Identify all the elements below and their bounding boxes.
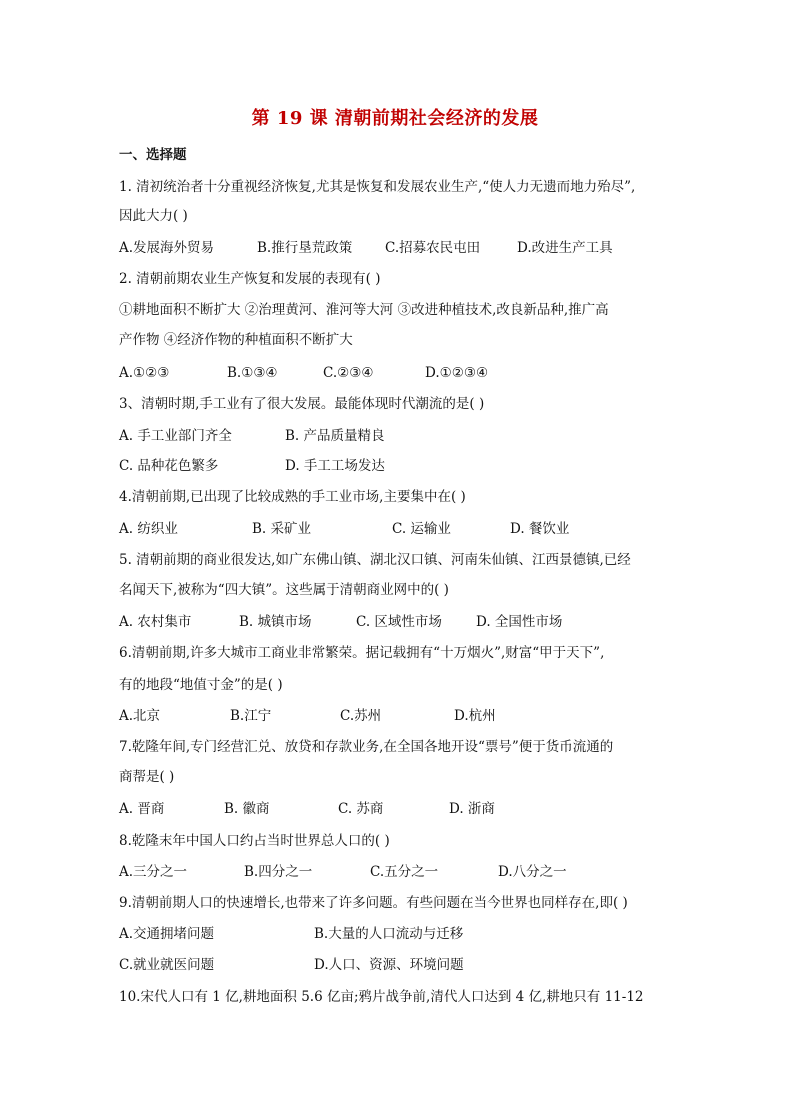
option-d: D.八分之一 (498, 864, 567, 880)
question-1-line-2: 因此大力( ) (119, 208, 188, 224)
option-b: B. 城镇市场 (239, 614, 312, 630)
question-9-line-1: 9.清朝前期人口的快速增长,也带来了许多问题。有些问题在当今世界也同样存在,即( ) (119, 895, 628, 911)
option-d: D. 手工工场发达 (285, 458, 385, 474)
option-b: B. 产品质量精良 (285, 428, 385, 444)
question-3-line-1: 3、清朝时期,手工业有了很大发展。最能体现时代潮流的是( ) (119, 396, 485, 412)
option-c: C.招募农民屯田 (385, 240, 481, 256)
option-c: C.就业就医问题 (119, 957, 215, 973)
option-d: D.改进生产工具 (517, 240, 613, 256)
option-c: C.②③④ (323, 365, 374, 381)
option-c: C. 运输业 (392, 521, 451, 537)
option-a: A. 晋商 (119, 801, 165, 817)
question-1-line-1: 1. 清初统治者十分重视经济恢复,尤其是恢复和发展农业生产,“使人力无遗而地力殆尽”, (119, 179, 636, 195)
question-2-line-3: 产作物 ④经济作物的种植面积不断扩大 (119, 332, 353, 348)
option-b: B.江宁 (230, 708, 272, 724)
question-2-line-2: ①耕地面积不断扩大 ②治理黄河、淮河等大河 ③改进种植技术,改良新品种,推广高 (119, 302, 609, 318)
option-c: C. 区域性市场 (356, 614, 442, 630)
option-b: B.①③④ (227, 365, 278, 381)
option-a: A. 农村集市 (119, 614, 192, 630)
option-a: A.三分之一 (119, 864, 188, 880)
option-d: D. 餐饮业 (510, 521, 570, 537)
option-d: D.①②③④ (425, 365, 489, 381)
option-b: B.推行垦荒政策 (257, 240, 353, 256)
option-c: C.五分之一 (370, 864, 439, 880)
option-c: C.苏州 (340, 708, 382, 724)
option-c: C. 苏商 (338, 801, 384, 817)
option-a: A.北京 (119, 708, 161, 724)
question-2-line-1: 2. 清朝前期农业生产恢复和发展的表现有( ) (119, 271, 381, 287)
option-b: B. 采矿业 (252, 521, 312, 537)
option-a: A.发展海外贸易 (119, 240, 215, 256)
option-b: B. 徽商 (224, 801, 270, 817)
section-heading: 一、选择题 (119, 147, 187, 163)
question-5-line-1: 5. 清朝前期的商业很发达,如广东佛山镇、湖北汉口镇、河南朱仙镇、江西景德镇,已经 (119, 552, 631, 568)
option-d: D.杭州 (454, 708, 496, 724)
question-6-line-2: 有的地段“地值寸金”的是( ) (119, 677, 283, 693)
option-a: A. 手工业部门齐全 (119, 428, 232, 444)
option-a: A.交通拥堵问题 (119, 926, 215, 942)
option-b: B.四分之一 (244, 864, 313, 880)
question-5-line-2: 名闻天下,被称为“四大镇”。这些属于清朝商业网中的( ) (119, 582, 449, 598)
option-d: D.人口、资源、环境问题 (314, 957, 464, 973)
option-d: D. 浙商 (449, 801, 495, 817)
option-c: C. 品种花色繁多 (119, 458, 219, 474)
question-7-line-2: 商帮是( ) (119, 769, 175, 785)
question-10-line-1: 10.宋代人口有 1 亿,耕地面积 5.6 亿亩;鸦片战争前,清代人口达到 4 亿,耕地只有 11-12 (119, 989, 644, 1005)
question-8-line-1: 8.乾隆末年中国人口约占当时世界总人口的( ) (119, 833, 390, 849)
page-title: 第 19 课 清朝前期社会经济的发展 (251, 108, 539, 129)
option-a: A. 纺织业 (119, 521, 178, 537)
question-4-line-1: 4.清朝前期,已出现了比较成熟的手工业市场,主要集中在( ) (119, 489, 466, 505)
option-b: B.大量的人口流动与迁移 (314, 926, 464, 942)
question-7-line-1: 7.乾隆年间,专门经营汇兑、放贷和存款业务,在全国各地开设“票号”便于货币流通的 (119, 739, 614, 755)
option-a: A.①②③ (119, 365, 170, 381)
option-d: D. 全国性市场 (476, 614, 563, 630)
question-6-line-1: 6.清朝前期,许多大城市工商业非常繁荣。据记载拥有“十万烟火”,财富“甲于天下”, (119, 645, 605, 661)
